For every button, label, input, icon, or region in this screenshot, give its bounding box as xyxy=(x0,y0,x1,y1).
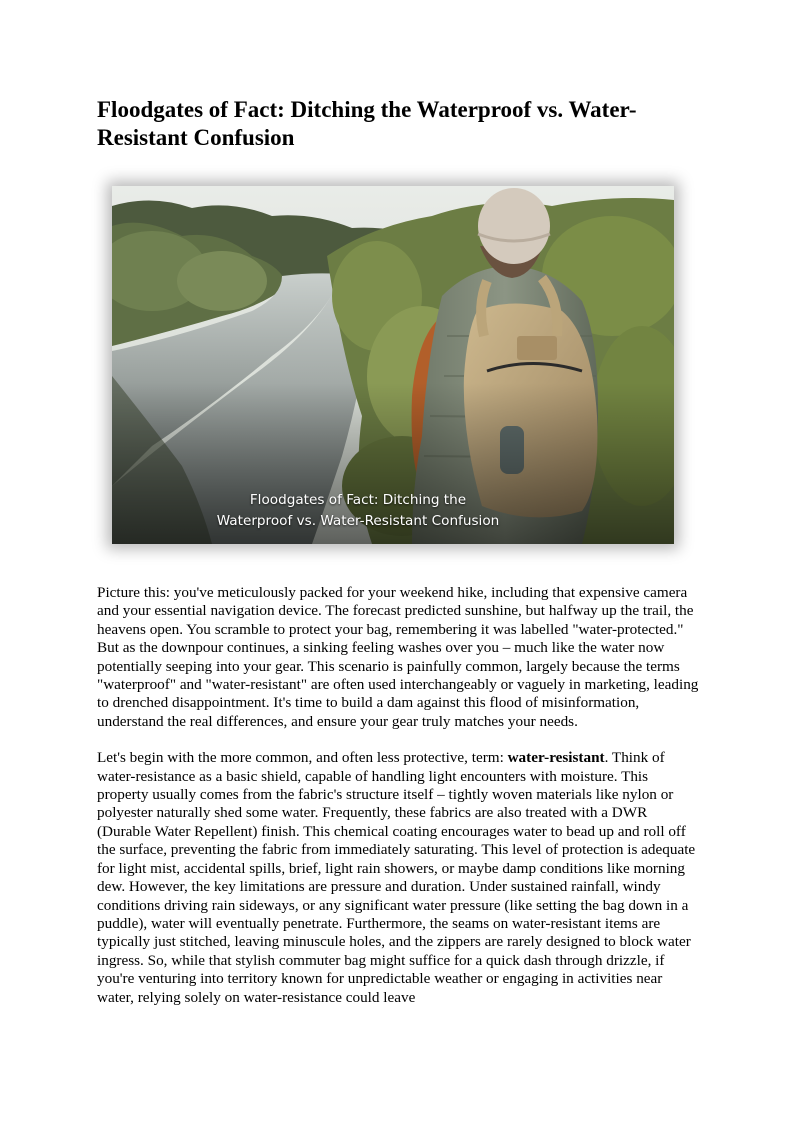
image-caption-line-2: Waterproof vs. Water-Resistant Confusion xyxy=(216,513,500,529)
article-title: Floodgates of Fact: Ditching the Waterproof vs. Water-Resistant Confusion xyxy=(97,97,637,150)
term-water-resistant: water-resistant xyxy=(507,749,605,767)
article-body xyxy=(97,584,699,1025)
paragraph-2-lead: Let's begin with the more common, and often less protective, term: xyxy=(97,749,508,767)
paragraph-intro: Picture this: you've meticulously packed for your weekend hike, including that expensive camera and your essential navigation device. The forecast predicted sunshine, but halfway up the trail, the heavens open. You scramble to protect your bag, remembering it was labelled "water-protected." But as the downpour continues, a sinking feeling washes over you – much like the water now potentially seeping into your gear. This scenario is painfully common, largely because the terms "waterproof" and "water-resistant" are often used interchangeably or vaguely in marketing, leading to drenched disappointment. It's time to build a dam against this flood of misinformation, understand the real differences, and ensure your gear truly matches your needs. xyxy=(97,584,699,730)
image-caption-line-1: Floodgates of Fact: Ditching the xyxy=(249,492,467,508)
paragraph-2-rest: . Think of water-resistance as a basic shield, capable of handling light encounters with moisture. This property usually comes from the fabric's structure itself – tightly woven materials like nylon or polyester naturally shed some water. Frequently, these fabrics are also treated with a DWR (Durable Water Repellent) finish. This chemical coating encourages water to bead up and roll off the surface, preventing the fabric from immediately saturating. This level of protection is adequate for light mist, accidental spills, brief, light rain showers, or maybe damp conditions like morning dew. However, the key limitations are pressure and duration. Under sustained rainfall, windy conditions driving rain sideways, or any significant water pressure (like setting the bag down in a puddle), water will eventually penetrate. Furthermore, the seams on water-resistant items are typically just stitched, leaving minuscule holes, and the zippers are rarely designed to block water ingress. So, while that stylish commuter bag might suffice for a quick dash through drizzle, if you're venturing into territory known for unpredictable weather or engaging in activities near water, relying solely on water-resistance could leave xyxy=(97,749,696,1006)
paragraph-water-resistant xyxy=(97,749,699,1007)
image-caption xyxy=(112,490,674,532)
hero-image xyxy=(112,186,674,544)
